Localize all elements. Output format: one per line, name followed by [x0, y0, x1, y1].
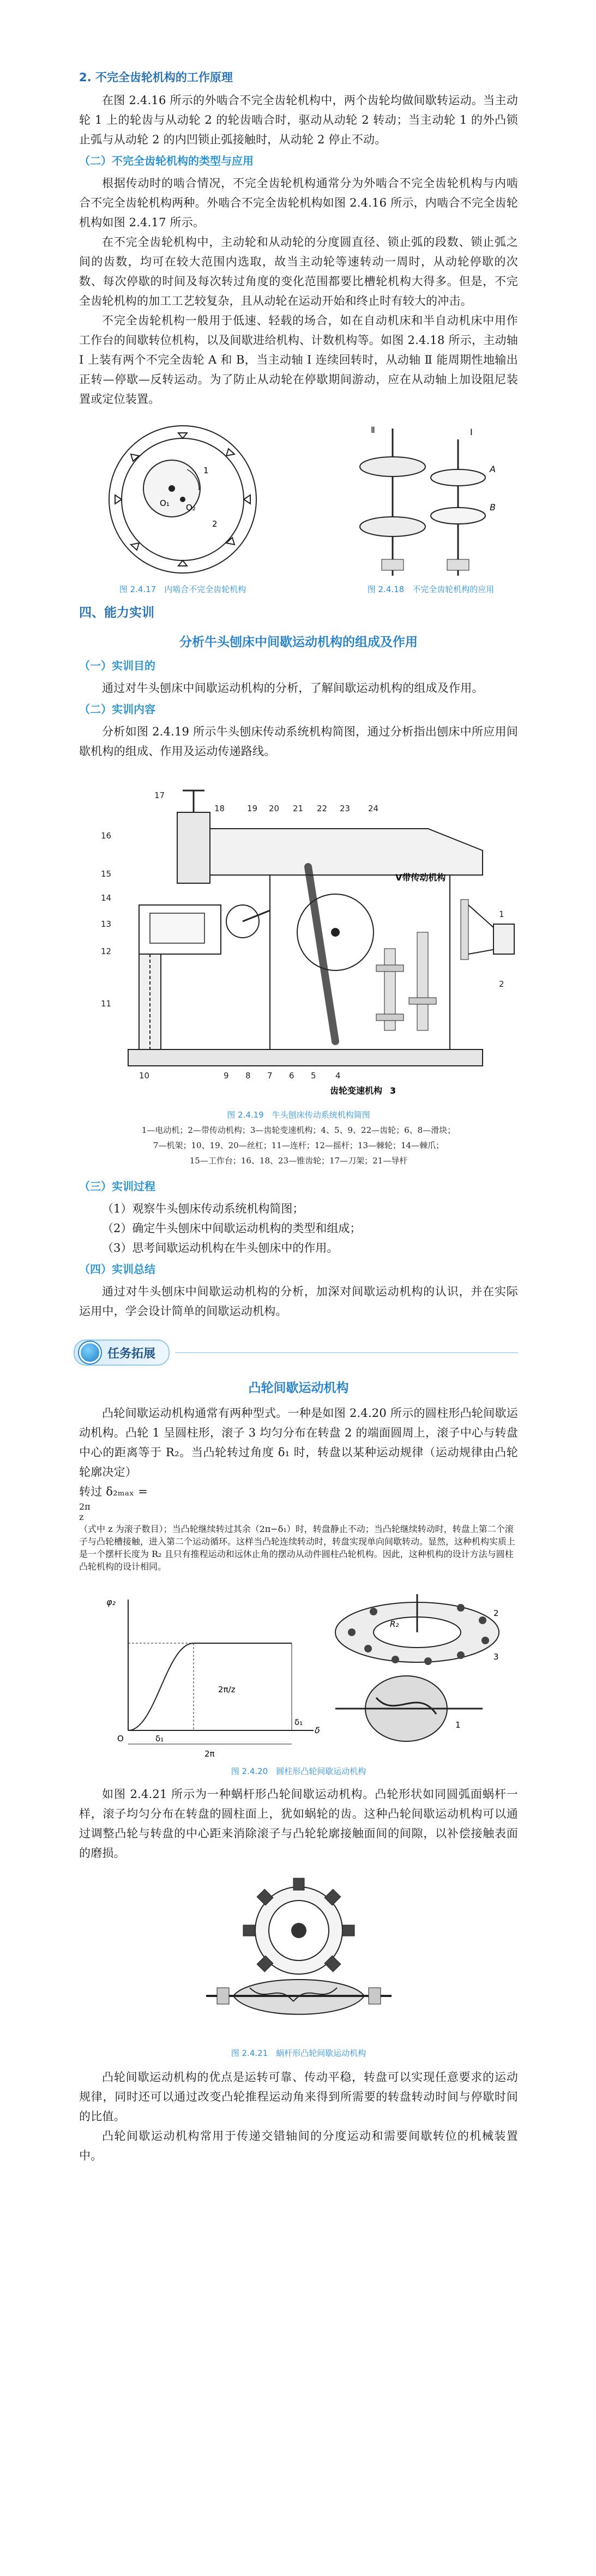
label-o1: O₁: [160, 498, 170, 508]
paragraph-cam-2: [79, 1482, 518, 1501]
page-content: [79, 65, 518, 2165]
label-num-1: 1: [499, 909, 504, 919]
process-item-2: （2）确定牛头刨床中间歇运动机构的类型和组成；: [102, 1222, 362, 1235]
shaper-transmission-diagram: [79, 769, 518, 1107]
paragraph-working-principle: 在图 2.4.16 所示的外啮合不完全齿轮机构中，两个齿轮均做间歇转运动。当主动轮 1 上的轮齿与从动轮 2 的轮齿啮合时，驱动从动轮 2 转动；当主动轮 1 的外凸锁止弧与从动轮 2 的内凹锁止弧接触时，从动轮 2 停止不动。: [79, 94, 518, 146]
paragraph-cam-4: 凸轮间歇运动机构的优点是运转可靠、传动平稳，转盘可以实现任意要求的运动规律，同时还可以通过改变凸轮推程运动角来得到所需要的转盘转动时间与停歇时间的比值。: [79, 2071, 518, 2123]
label-1: 1: [203, 466, 209, 475]
label-num-left-0: 17: [154, 791, 165, 800]
label-delta: δ: [315, 1725, 320, 1735]
subsection-title-types: （二）不完全齿轮机构的类型与应用: [79, 154, 254, 167]
worm-cam-diagram: [184, 1871, 413, 2045]
paragraph-cam-1: 凸轮间歇运动机构通常有两种型式。一种是如图 2.4.20 所示的圆柱形凸轮间歇运动机构。凸轮 1 呈圆柱形，滚子 3 均匀分布在转盘 2 的端面圆周上，滚子中心与转盘中心的距离等于 R₂。当凸轮转过角度 δ₁ 时，转盘以某种运动规律（运动规律由凸轮轮廓决定）: [79, 1407, 518, 1479]
process-item-1: （1）观察牛头刨床传动系统机构简图；: [102, 1202, 304, 1215]
label-delta1-right: δ₁: [294, 1717, 303, 1727]
label-num-left-7: 10: [139, 1071, 150, 1081]
banner-pill: [74, 1340, 170, 1366]
label-num-left-1: 16: [101, 831, 112, 841]
label-a: A: [490, 464, 496, 474]
figure-2-4-20: [79, 1583, 518, 1777]
training-title: 分析牛头刨床中间歇运动机构的组成及作用: [179, 635, 418, 649]
label-r2: R₂: [390, 1619, 399, 1629]
label-roman-2: Ⅱ: [371, 425, 375, 435]
figure-legend: [79, 1123, 518, 1168]
label-num-top-5: 23: [340, 804, 351, 813]
banner-label: 任务拓展: [107, 1347, 156, 1361]
label-v-belt: V带传动机构: [395, 872, 446, 883]
caption-fig-2-4-18: 图 2.4.18 不完全齿轮机构的应用: [367, 584, 495, 594]
paragraph-cam-3: 如图 2.4.21 所示为一种蜗杆形凸轮间歇运动机构。凸轮形状如同圆弧面蜗杆一样，滚子均匀分布在转盘的圆柱面上，犹如蜗轮的齿。这种凸轮间歇运动机构可以通过调整凸轮与转盘的中心距来消除滚子与凸轮轮廓接触面间的间隙，以补偿接触表面的磨损。: [79, 1788, 518, 1860]
subsection-title-content: （二）实训内容: [79, 703, 155, 716]
label-2pi-over-z: 2π/z: [218, 1685, 236, 1694]
label-b: B: [490, 502, 496, 512]
figure-2-4-18: [349, 418, 513, 595]
label-num-top-6: 24: [368, 804, 379, 813]
label-num-bottom-2: 7: [267, 1071, 273, 1081]
figure-2-4-17: [95, 418, 270, 595]
incomplete-gear-application-drawing: [349, 418, 513, 581]
legend-line-1: 1—电动机；2—带传动机构；3—齿轮变速机构；4、5、9、22—齿轮；6、8—滑块；: [141, 1125, 456, 1135]
cam-formula-suffix: （式中 z 为滚子数目）；当凸轮继续转过其余（2π−δ₁）时，转盘静止不动；当凸轮继续转动时，转盘上第二个滚子与凸轮槽接触，进入第二个运动循环。这样当凸轮连续转动时，转盘实现单向间歇转动。显然，这种机构实质上是一个摆杆长度为 R₂ 且只有推程运动和远休止角的摆动从动件圆柱凸轮机构。因此，这种机构的设计方法与圆柱凸轮机构的设计相同。: [79, 1524, 516, 1572]
process-item-3: （3）思考间歇运动机构在牛头刨床中的作用。: [102, 1241, 339, 1254]
legend-line-3: 15—工作台；16、18、23—锥齿轮；17—刀架；21—导杆: [189, 1156, 408, 1166]
caption-fig-2-4-17: 图 2.4.17 内啮合不完全齿轮机构: [119, 584, 246, 594]
paragraph-goal: 通过对牛头刨床中间歇运动机构的分析，了解间歇运动机构的组成及作用。: [102, 681, 484, 695]
internal-incomplete-gear-drawing: [95, 418, 270, 581]
cylindrical-cam-diagram: [79, 1583, 518, 1763]
label-num-bottom-1: 8: [245, 1071, 251, 1081]
formula-denominator: z: [79, 1512, 84, 1522]
label-turntable-2: 2: [493, 1608, 499, 1618]
label-num-top-0: 18: [214, 804, 225, 813]
figure-2-4-19: [79, 769, 518, 1120]
cam-section-title: 凸轮间歇运动机构: [248, 1381, 349, 1395]
label-num-left-5: 12: [101, 946, 112, 956]
label-2pi: 2π: [204, 1749, 215, 1759]
label-2: 2: [212, 519, 218, 529]
label-o2: O₂: [186, 503, 196, 512]
figure-2-4-21: [79, 1871, 518, 2059]
label-roller-3: 3: [493, 1652, 499, 1662]
label-phi2: φ₂: [106, 1597, 116, 1607]
paragraph-types-2: 在不完全齿轮机构中，主动轮和从动轮的分度圆直径、锁止弧的段数、锁止弧之间的齿数，均可在较大范围内选取，故当主动轮等速转动一周时，从动轮停歇的次数、每次停歇的时间及每次转过角度的变化范围都要比槽轮机构大得多。但是，不完全齿轮机构的加工工艺较复杂，且从动轮在运动开始和终止时有较大的冲击。: [79, 236, 518, 307]
banner-divider: [175, 1352, 518, 1353]
subsection-title-process: （三）实训过程: [79, 1180, 155, 1193]
label-gear-number: 3: [390, 1085, 396, 1096]
task-expansion-banner: [74, 1337, 518, 1368]
paragraph-content: 分析如图 2.4.19 所示牛头刨床传动系统机构简图，通过分析指出刨床中所应用间歇机构的组成、作用及运动传递路线。: [79, 725, 518, 758]
label-cam-1: 1: [455, 1720, 461, 1730]
legend-line-2: 7—机架；10、19、20—丝杠；11—连杆；12—摇杆；13—棘轮；14—棘爪；: [153, 1141, 444, 1150]
label-num-top-3: 21: [293, 804, 304, 813]
label-origin: O: [117, 1734, 124, 1744]
caption-fig-2-4-20: 图 2.4.20 圆柱形凸轮间歇运动机构: [231, 1766, 366, 1776]
paragraph-types-3: 不完全齿轮机构一般用于低速、轻载的场合，如在自动机床和半自动机床中用作工作台的间歇转位机构，以及间歇进给机构、计数机构等。如图 2.4.18 所示，主动轴 Ⅰ 上装有两个不完全齿轮 A 和 B，当主动轴 Ⅰ 连续回转时，从动轴 Ⅱ 能周期性地输出正转—停歇—反转运动。为了防止从动轮在停歇期间游动，应在从动轴上加设阻尼装置或定位装置。: [79, 314, 518, 406]
label-num-left-3: 14: [101, 893, 112, 903]
label-num-2: 2: [499, 979, 504, 989]
cam-formula-prefix: 转过 δ₂ₘₐₓ =: [79, 1485, 148, 1498]
section-title-working-principle: 2. 不完全齿轮机构的工作原理: [79, 71, 233, 84]
subsection-title-goal: （一）实训目的: [79, 659, 155, 672]
caption-fig-2-4-19: 图 2.4.19 牛头刨床传动系统机构简图: [227, 1110, 370, 1120]
label-num-left-4: 13: [101, 919, 112, 929]
label-num-bottom-5: 4: [335, 1071, 341, 1081]
label-num-bottom-0: 9: [224, 1071, 229, 1081]
label-num-left-2: 15: [101, 869, 112, 879]
formula-numerator: 2π: [79, 1501, 91, 1512]
paragraph-cam-5: 凸轮间歇运动机构常用于传递交错轴间的分度运动和需要间歇转位的机械装置中。: [79, 2129, 518, 2162]
caption-fig-2-4-21: 图 2.4.21 蜗杆形凸轮间歇运动机构: [231, 2048, 366, 2058]
label-roman-1: Ⅰ: [470, 427, 473, 437]
subsection-title-summary: （四）实训总结: [79, 1263, 155, 1276]
label-num-left-6: 11: [101, 999, 112, 1009]
globe-icon: [79, 1342, 101, 1364]
label-num-bottom-3: 6: [289, 1071, 294, 1081]
label-delta1: δ₁: [155, 1734, 164, 1744]
paragraph-summary: 通过对牛头刨床中间歇运动机构的分析，加深对间歇运动机构的认识，并在实际运用中，学会设计简单的间歇运动机构。: [79, 1285, 518, 1318]
label-num-top-1: 19: [247, 804, 258, 813]
label-num-bottom-4: 5: [311, 1071, 316, 1081]
label-num-top-4: 22: [317, 804, 328, 813]
figure-row-gears: [79, 418, 518, 595]
section-title-ability-training: 四、能力实训: [79, 606, 154, 620]
label-num-top-2: 20: [269, 804, 280, 813]
paragraph-types-1: 根据传动时的啮合情况，不完全齿轮机构通常分为外啮合不完全齿轮机构与内啮合不完全齿轮机构两种。外啮合不完全齿轮机构如图 2.4.16 所示，内啮合不完全齿轮机构如图 2.4.17 所示。: [79, 177, 518, 229]
label-gear-mechanism: 齿轮变速机构: [330, 1085, 383, 1096]
